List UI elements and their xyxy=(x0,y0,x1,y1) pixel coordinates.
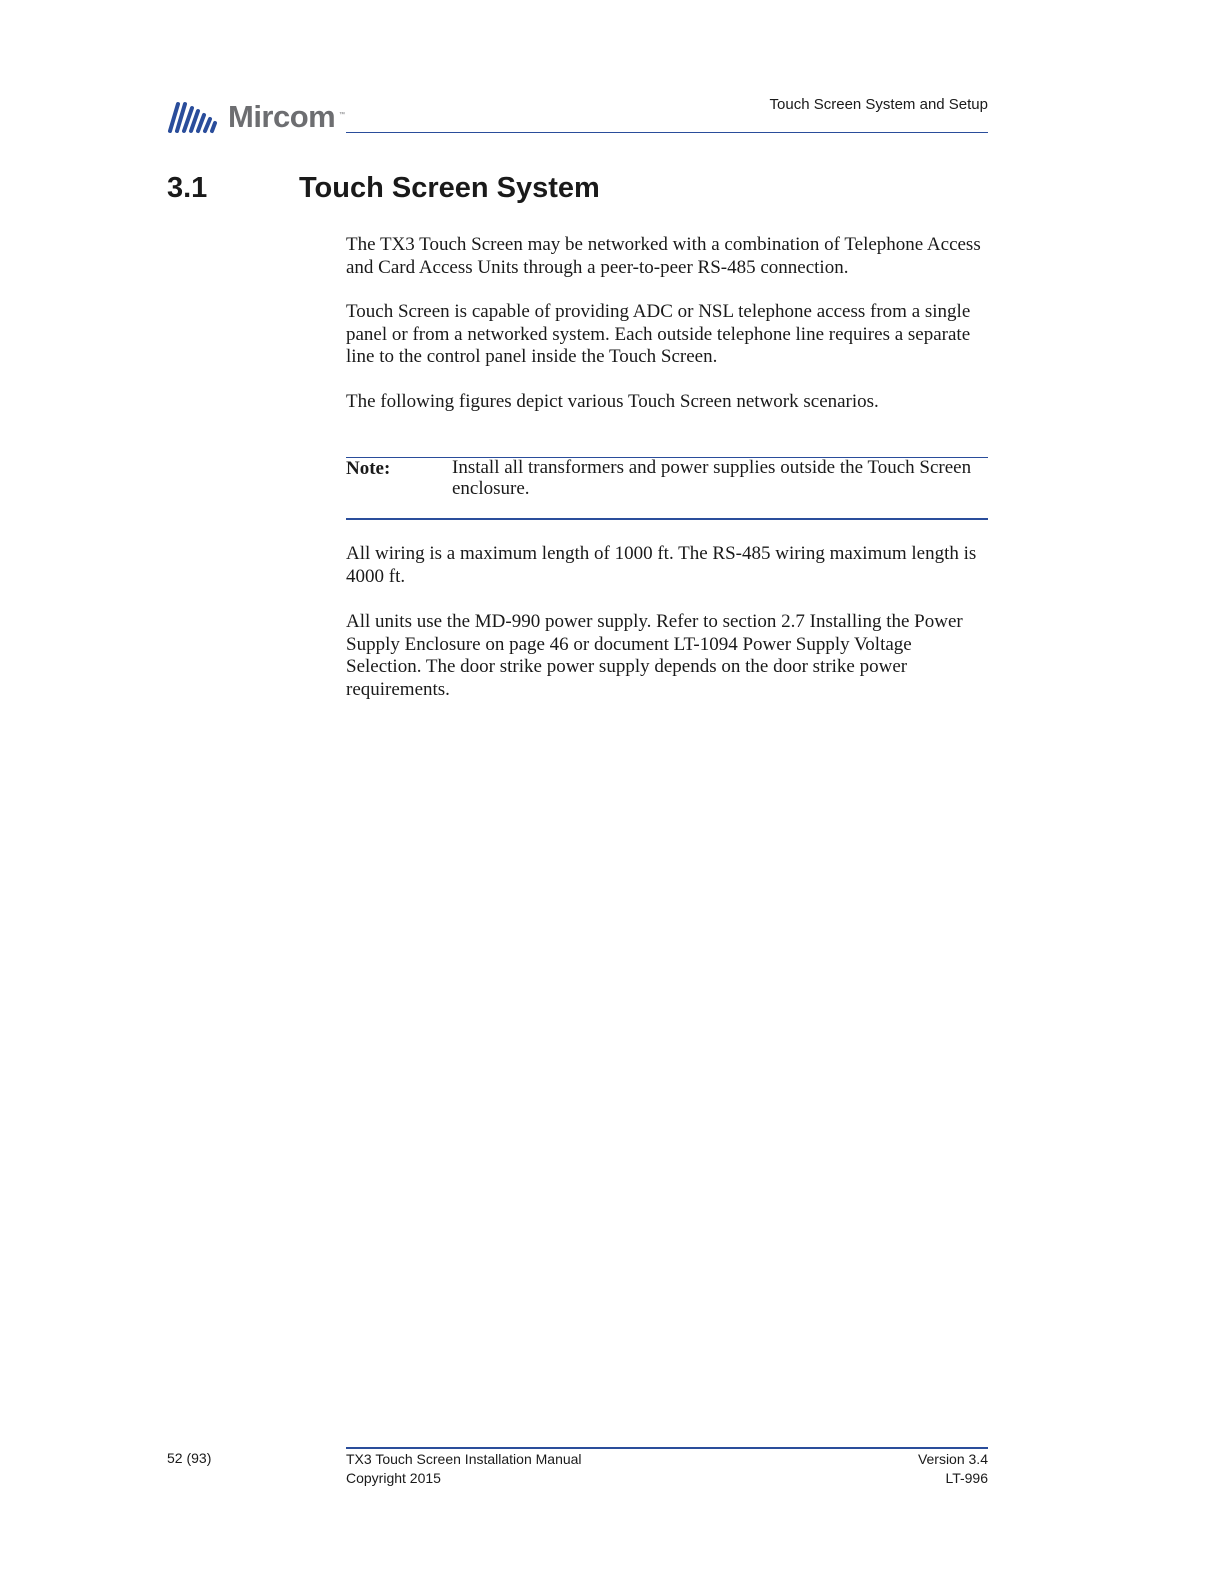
body-paragraph xyxy=(346,391,988,414)
paragraph-text: All wiring is a maximum length of 1000 ft. The RS-485 wiring maximum length is 4000 ft. xyxy=(346,543,977,587)
paragraph-text: The following figures depict various Touch Screen network scenarios. xyxy=(346,391,879,412)
body-paragraph xyxy=(346,611,988,701)
running-header-title: Touch Screen System and Setup xyxy=(769,96,988,113)
body-paragraph xyxy=(346,234,988,279)
footer-rule xyxy=(346,1447,988,1449)
paragraph-text: The TX3 Touch Screen may be networked with a combination of Telephone Access and Card Access Units through a peer-to-peer RS-485 connection. xyxy=(346,234,981,278)
body-paragraph xyxy=(346,543,988,588)
footer-manual-info xyxy=(346,1450,582,1488)
logo-text: Mircom xyxy=(228,99,336,134)
footer-version-info xyxy=(918,1450,988,1488)
page-number: 52 (93) xyxy=(167,1450,212,1466)
logo-stripes-icon xyxy=(167,100,227,136)
manual-title: TX3 Touch Screen Installation Manual xyxy=(346,1451,582,1467)
header-rule xyxy=(346,132,988,133)
section-number: 3.1 xyxy=(167,172,208,204)
section-title: Touch Screen System xyxy=(299,172,600,204)
logo-trademark: ™ xyxy=(339,112,345,118)
body-paragraph xyxy=(346,301,988,369)
note-label: Note: xyxy=(346,458,391,479)
paragraph-text: Touch Screen is capable of providing ADC or NSL telephone access from a single panel or from a networked system. Each outside telephone line requires a separate line to the control panel inside the Touch Screen. xyxy=(346,301,971,367)
document-number: LT-996 xyxy=(945,1470,988,1486)
version: Version 3.4 xyxy=(917,1451,988,1467)
copyright: Copyright 2015 xyxy=(346,1470,441,1486)
paragraph-text: All units use the MD-990 power supply. Refer to section 2.7 Installing the Power Supply Enclosure on page 46 or document LT-1094 Power Supply Voltage Selection. The door strike power supply depends on the door strike power requirements. xyxy=(346,611,963,700)
note-text: Install all transformers and power supplies outside the Touch Screen enclosure. xyxy=(452,457,972,499)
note-bottom-rule xyxy=(346,518,988,520)
mircom-logo xyxy=(167,100,347,136)
